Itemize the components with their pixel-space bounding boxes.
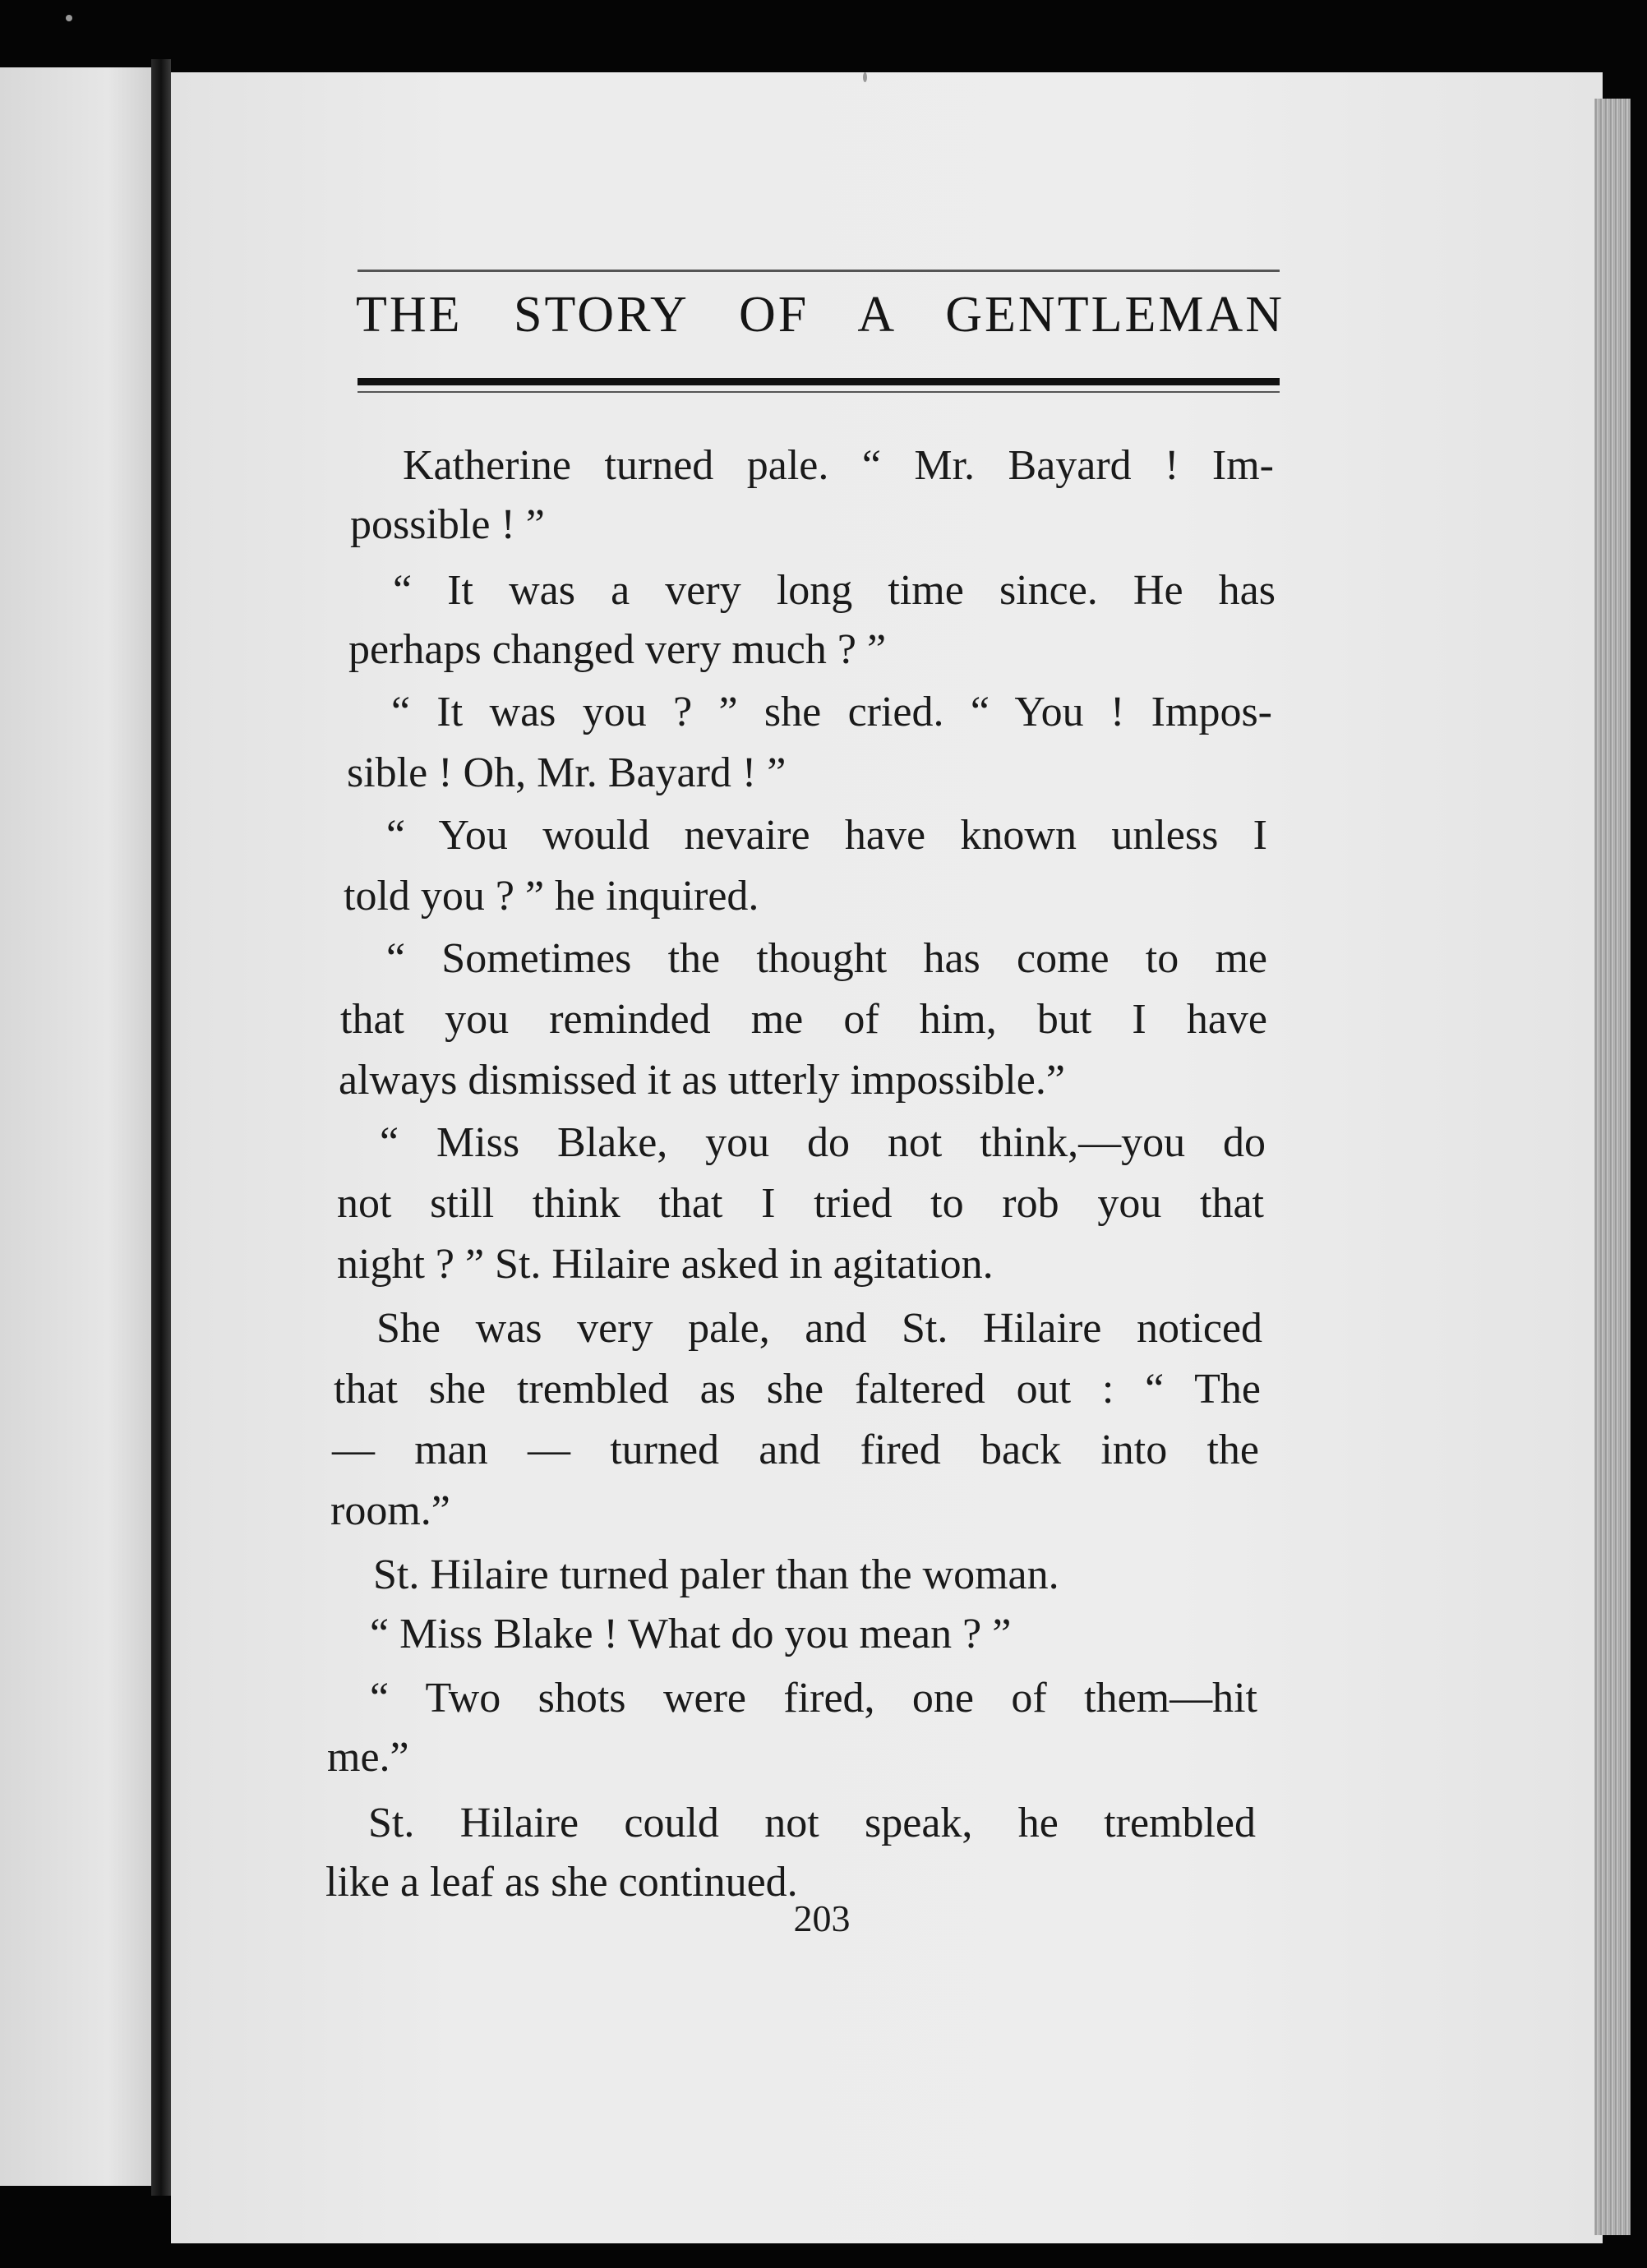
- header-top-rule: [358, 270, 1280, 272]
- stacked-page-edges: [1594, 99, 1631, 2235]
- text-line: that she trembled as she faltered out : “ The: [334, 1366, 1261, 1413]
- dust-speck: [863, 72, 867, 82]
- text-line: that you reminded me of him, but I have: [340, 996, 1267, 1043]
- text-line: St. Hilaire turned paler than the woman.: [373, 1551, 1059, 1598]
- text-line: “ You would nevaire have known unless I: [386, 812, 1267, 859]
- book-gutter: [151, 59, 171, 2196]
- text-line: always dismissed it as utterly impossible.”: [339, 1057, 1065, 1104]
- text-line: told you ? ” he inquired.: [344, 873, 759, 920]
- text-line: like a leaf as she continued.: [325, 1859, 798, 1906]
- text-line: sible ! Oh, Mr. Bayard ! ”: [347, 749, 787, 796]
- text-line: possible ! ”: [350, 501, 545, 548]
- header-bottom-hairline: [358, 391, 1280, 393]
- text-line: “ Miss Blake, you do not think,—you do: [380, 1119, 1266, 1166]
- text-line: me.”: [327, 1734, 409, 1781]
- text-line: not still think that I tried to rob you that: [337, 1180, 1264, 1227]
- text-line: night ? ” St. Hilaire asked in agitation.: [337, 1241, 994, 1288]
- text-line: Katherine turned pale. “ Mr. Bayard ! Im-: [403, 442, 1274, 489]
- text-line: “ It was you ? ” she cried. “ You ! Impos-: [391, 689, 1272, 735]
- text-line: “ Sometimes the thought has come to me: [386, 935, 1267, 982]
- page-number: 203: [793, 1897, 851, 1939]
- dust-speck: [66, 15, 72, 21]
- text-line: She was very pale, and St. Hilaire noticed: [376, 1305, 1262, 1352]
- text-line: St. Hilaire could not speak, he trembled: [368, 1800, 1256, 1846]
- text-line: room.”: [330, 1487, 450, 1534]
- header-bottom-rule: [358, 378, 1280, 385]
- running-head: THE STORY OF A GENTLEMAN: [356, 287, 1285, 343]
- previous-page-edge: [0, 67, 155, 2186]
- text-line: “ Two shots were fired, one of them—hit: [370, 1675, 1257, 1722]
- text-line: “ It was a very long time since. He has: [393, 567, 1276, 614]
- text-line: perhaps changed very much ? ”: [348, 626, 887, 673]
- text-line: “ Miss Blake ! What do you mean ? ”: [370, 1611, 1012, 1657]
- text-line: — man — turned and fired back into the: [332, 1427, 1259, 1473]
